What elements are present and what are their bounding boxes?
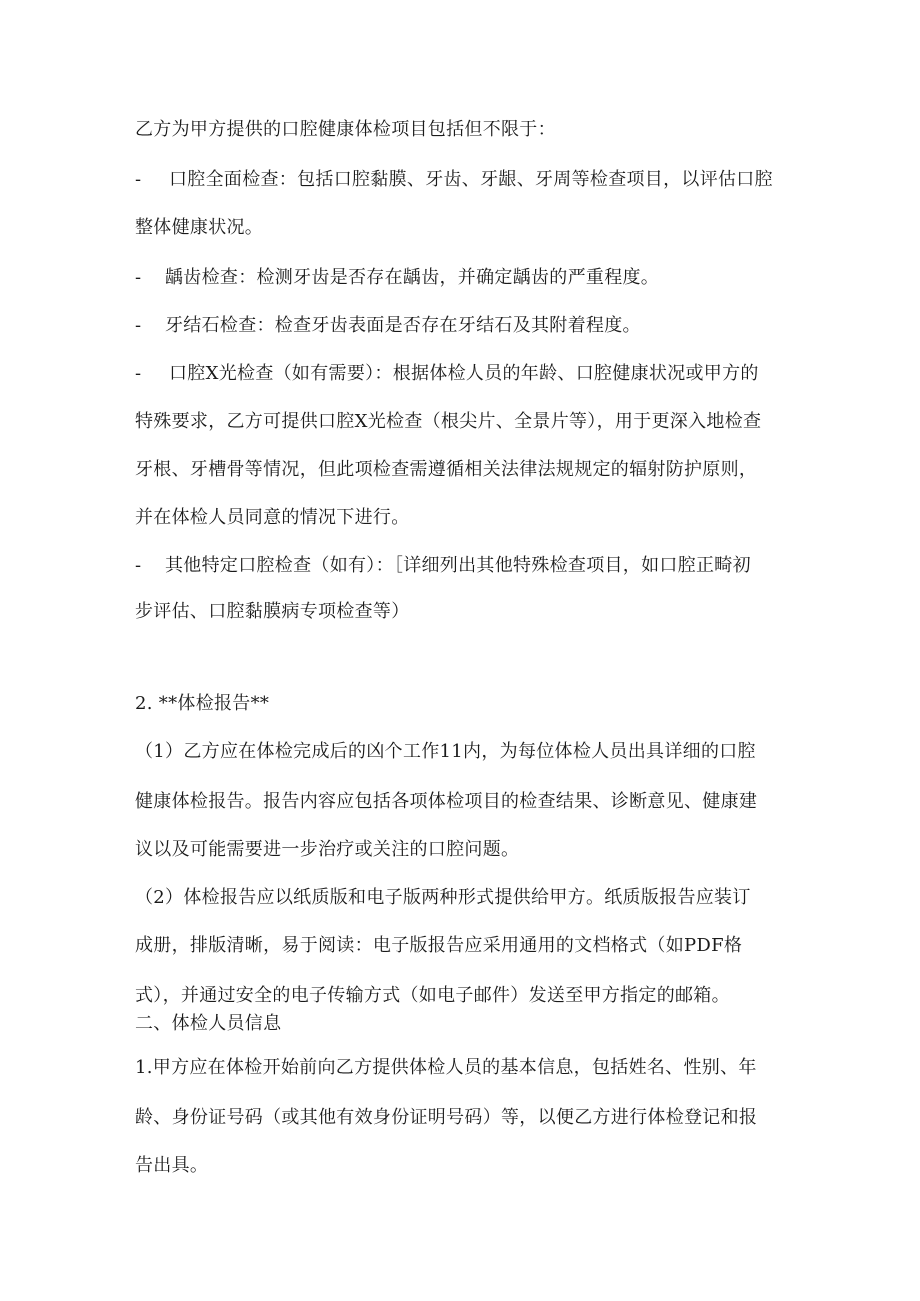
paragraph-line: 式），并通过安全的电子传输方式（如电子邮件）发送至甲方指定的邮箱。 (135, 985, 730, 1006)
bullet-dash: - (135, 315, 142, 336)
list-item (135, 168, 773, 192)
paragraph-line: 成册，排版清晰，易于阅读：电子版报告应采用通用的文档格式（如PDF格 (135, 935, 743, 956)
list-item (135, 314, 641, 338)
paragraph-line: 1.甲方应在体检开始前向乙方提供体检人员的基本信息，包括姓名、性别、年 (135, 1057, 757, 1078)
list-item (135, 266, 659, 290)
list-item-continuation: 并在体检人员同意的情况下进行。 (135, 507, 410, 528)
list-item (135, 362, 759, 386)
intro-text: 乙方为甲方提供的口腔健康体检项目包括但不限于： (135, 119, 556, 140)
bullet-dash: - (135, 267, 142, 288)
list-item-text: 口腔全面检查：包括口腔黏膜、牙齿、牙龈、牙周等检查项目，以评估口腔 (169, 169, 773, 190)
bullet-dash: - (135, 363, 142, 384)
list-item-continuation: 步评估、口腔黏膜病专项检查等） (135, 601, 410, 622)
list-item-text: 其他特定口腔检查（如有）：［详细列出其他特殊检查项目，如口腔正畸初 (165, 555, 751, 576)
paragraph-line: （2）体检报告应以纸质版和电子版两种形式提供给甲方。纸质版报告应装订 (135, 887, 751, 908)
list-item-text: 牙结石检查：检查牙齿表面是否存在牙结石及其附着程度。 (165, 315, 641, 336)
list-item-text: 口腔X光检查（如有需要）：根据体检人员的年龄、口腔健康状况或甲方的 (169, 363, 759, 384)
list-item-text: 龋齿检查：检测牙齿是否存在龋齿，并确定龋齿的严重程度。 (165, 267, 660, 288)
list-item (135, 554, 751, 578)
bullet-dash: - (135, 555, 142, 576)
list-item-continuation: 特殊要求，乙方可提供口腔X光检查（根尖片、全景片等），用于更深入地检查 (135, 411, 762, 432)
paragraph-line: 议以及可能需要进一步治疗或关注的口腔问题。 (135, 839, 520, 860)
list-item-continuation: 整体健康状况。 (135, 217, 264, 238)
paragraph-line: （1）乙方应在体检完成后的凶个工作11内，为每位体检人员出具详细的口腔 (135, 741, 756, 762)
paragraph-line: 龄、身份证号码（或其他有效身份证明号码）等，以便乙方进行体检登记和报 (135, 1107, 758, 1128)
list-item-continuation: 牙根、牙槽骨等情况，但此项检查需遵循相关法律法规规定的辐射防护原则， (135, 459, 758, 480)
paragraph-line: 告出具。 (135, 1155, 209, 1176)
section-heading: 2. **体检报告** (135, 693, 270, 714)
section-heading: 二、体检人员信息 (135, 1013, 282, 1034)
paragraph-line: 健康体检报告。报告内容应包括各项体检项目的检查结果、诊断意见、健康建 (135, 791, 758, 812)
bullet-dash: - (135, 169, 142, 190)
